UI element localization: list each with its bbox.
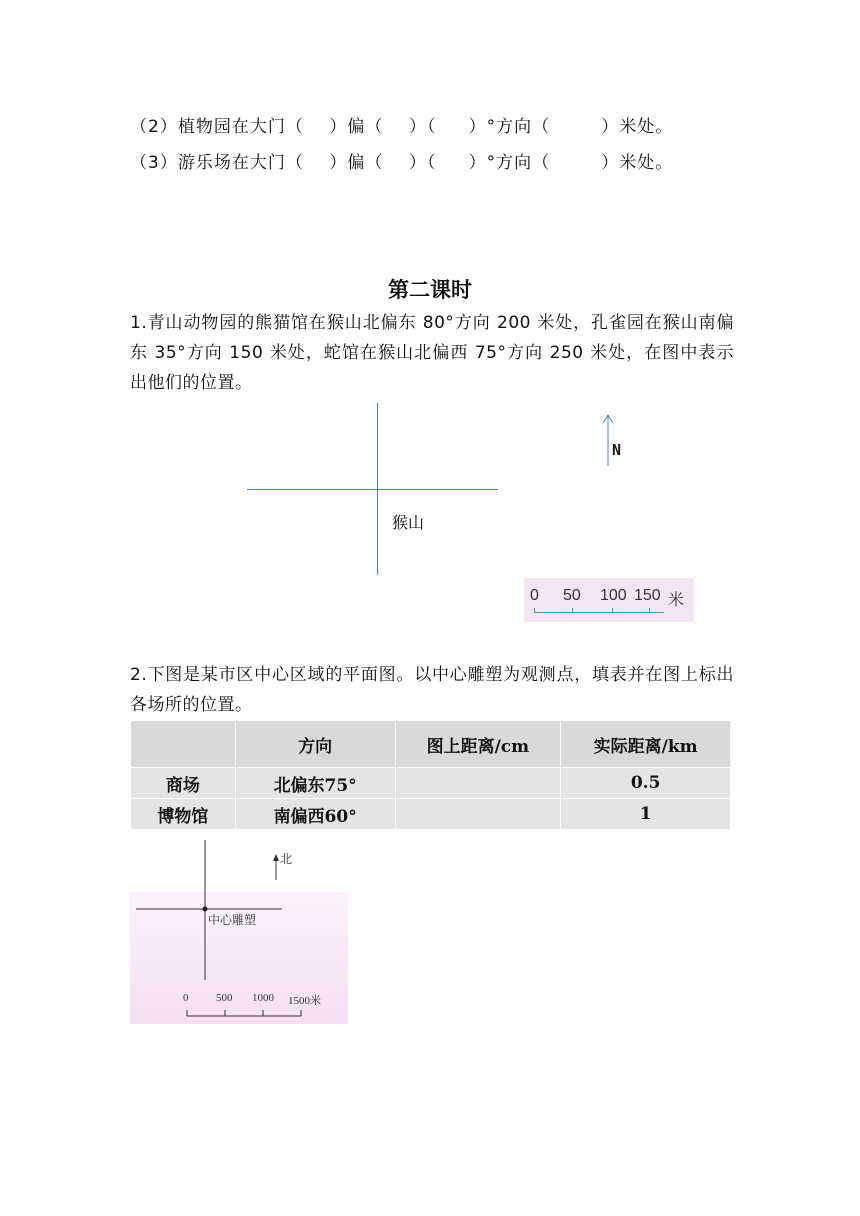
north-label-2: 北 [280, 852, 293, 866]
question-1-text: 1.青山动物园的熊猫馆在猴山北偏东 80°方向 200 米处，孔雀园在猴山南偏东 35°方向 150 米处，蛇馆在猴山北偏西 75°方向 250 米处，在图中表示出他们的位置。 [130, 313, 734, 393]
question-2-text: 2.下图是某市区中心区域的平面图。以中心雕塑为观测点，填表并在图上标出各场所的位置。 [130, 665, 734, 715]
table-cell: 博物馆 [131, 799, 236, 830]
table-cell: 1 [561, 799, 731, 830]
scale-label-0: 0 [530, 587, 539, 604]
north-arrow-icon [600, 412, 616, 468]
table-row [131, 799, 731, 830]
scale-tick [572, 608, 573, 612]
fill-question-2: （2）植物园在大门（ ）偏（ ）（ ）°方向（ ）米处。 [130, 117, 674, 137]
table-cell: 商场 [131, 768, 236, 799]
table-header-cell [131, 721, 236, 768]
scale-label-50: 50 [563, 587, 581, 604]
table-cell[interactable] [395, 799, 561, 830]
table-cell: 南偏西60° [235, 799, 395, 830]
north-south-axis [377, 403, 378, 575]
table-header-row [131, 721, 731, 768]
table-header-cell: 图上距离/cm [395, 721, 561, 768]
scale-line [534, 612, 664, 613]
scale-label-150: 150 [634, 587, 661, 604]
scale-label-100: 100 [600, 587, 627, 604]
lesson-title: 第二课时 [388, 278, 472, 302]
monkey-hill-label: 猴山 [392, 513, 425, 532]
scale2-label-500: 500 [216, 992, 233, 1004]
table-header-cell: 实际距离/km [561, 721, 731, 768]
scale-tick [649, 608, 650, 612]
city-center-map [130, 840, 348, 1024]
scale-unit: 米 [668, 590, 685, 609]
table-cell[interactable] [395, 768, 561, 799]
scale-tick [534, 608, 535, 612]
table-cell: 0.5 [561, 768, 731, 799]
scale2-label-1000: 1000 [252, 992, 274, 1004]
east-west-axis [247, 489, 498, 490]
fill-question-3: （3）游乐场在大门（ ）偏（ ）（ ）°方向（ ）米处。 [130, 153, 674, 173]
scale2-label-0: 0 [183, 992, 189, 1004]
table-row [131, 768, 731, 799]
direction-distance-table [130, 720, 731, 830]
scale-bar-1 [524, 578, 694, 622]
scale-tick [612, 608, 613, 612]
sculpture-label: 中心雕塑 [208, 913, 257, 927]
north-label: N [612, 441, 622, 459]
table-header-cell: 方向 [235, 721, 395, 768]
scale2-label-1500: 1500米 [288, 995, 321, 1007]
table-cell: 北偏东75° [235, 768, 395, 799]
